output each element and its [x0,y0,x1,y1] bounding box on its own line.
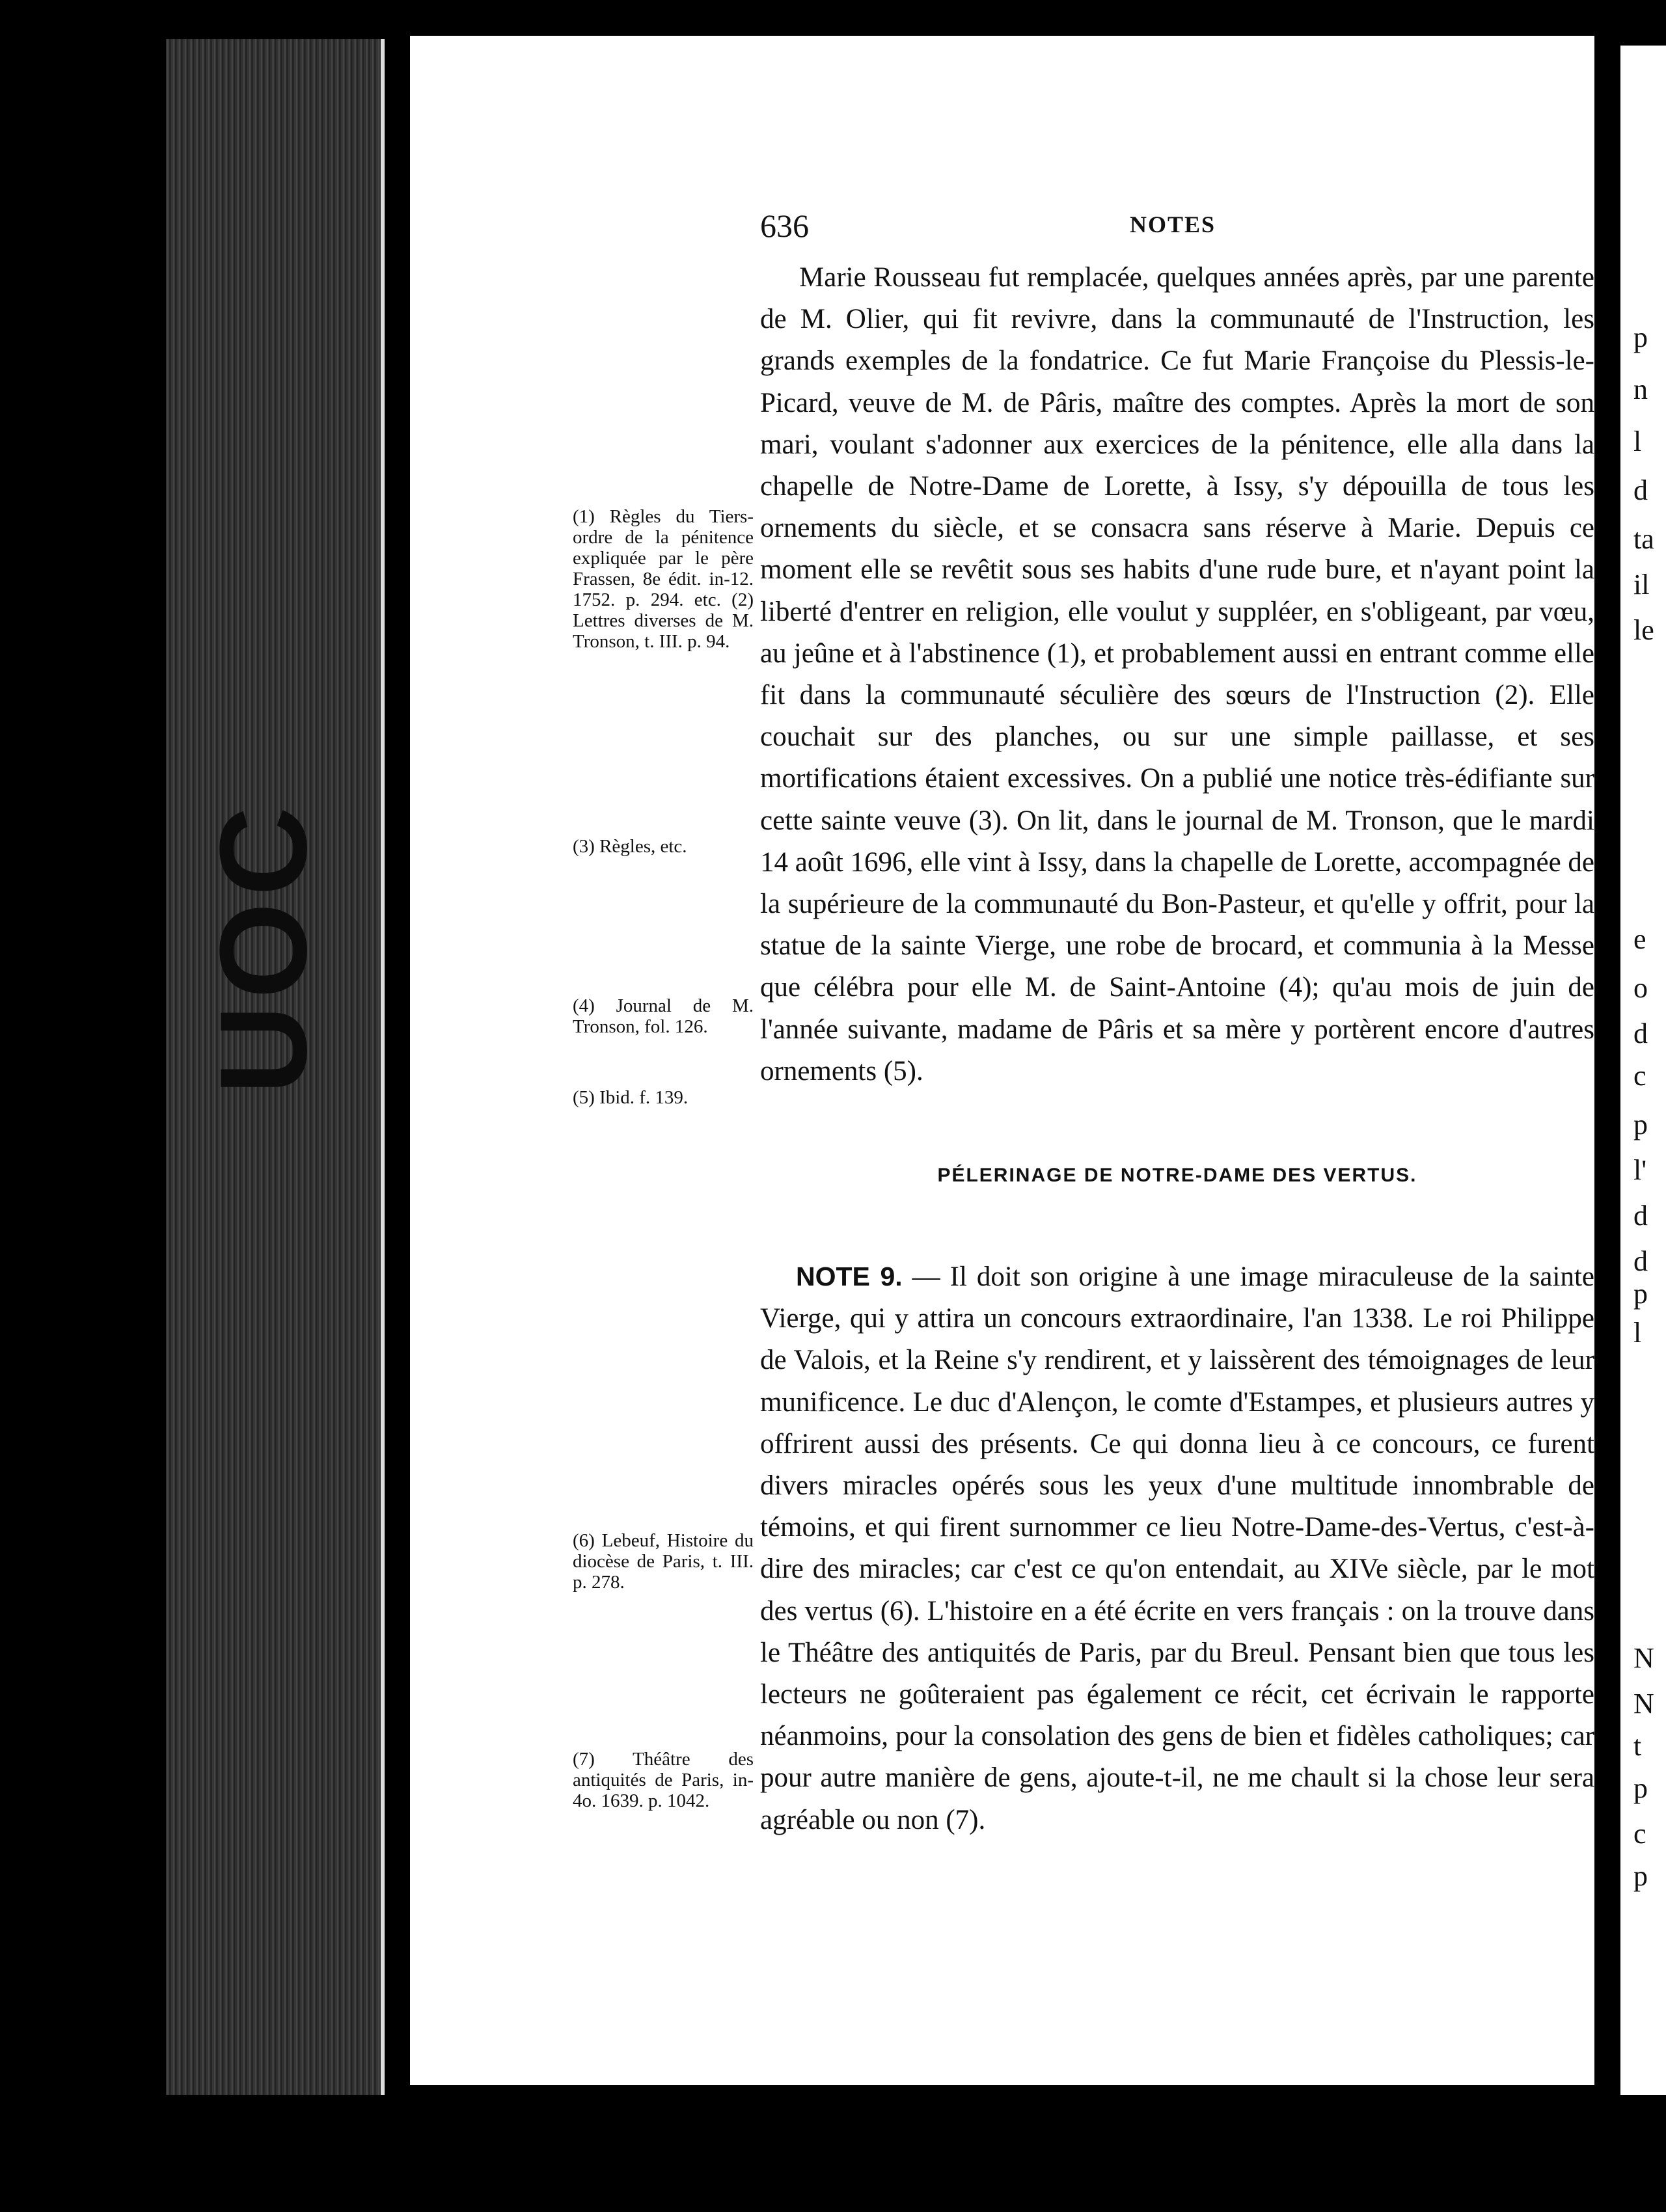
edge-letter: ta [1633,523,1654,555]
edge-letter: c [1633,1060,1646,1092]
margin-note-3: (3) Règles, etc. [573,836,687,857]
edge-letter: l' [1633,1154,1647,1186]
note-label: NOTE 9. [796,1261,903,1291]
edge-letter: p [1633,1278,1648,1310]
margin-note-7: (7) Théâtre des antiquités de Paris, in-4o. 1639. p. 1042. [573,1749,754,1811]
margin-note-5: (5) Ibid. f. 139. [573,1087,689,1108]
margin-note-4: (4) Journal de M. Tronson, fol. 126. [573,995,754,1037]
edge-letter: d [1633,1018,1648,1049]
edge-letter: il [1633,569,1650,600]
edge-letter: l [1633,425,1642,457]
edge-letter: le [1633,614,1654,646]
margin-note-1-2: (1) Règles du Tiers-ordre de la pénitence expliquée par le père Frassen, 8e édit. in-12. 1752. p. 294. etc. (2) Lettres diverses de M. Tronson, t. III. p. 94. [573,506,754,652]
paragraph-2-text: — Il doit son origine à une image miraculeuse de la sainte Vierge, qui y attira un concours extraordinaire, l'an 1338. Le roi Philippe de Valois, et la Reine s'y rendirent, et y laissèrent des témoignages de leur munificence. Le duc d'Alençon, le comte d'Estampes, et plusieurs autres y offrirent aussi des présents. Ce qui donna lieu à ce concours, ce furent divers miracles opérés sous les yeux d'une multitude innombrable de témoins, et qui firent surnommer ce lieu Notre-Dame-des-Vertus, c'est-à-dire des miracles; car c'est ce qu'on entendait, au XIVe siècle, par le mot des vertus (6). L'histoire en a été écrite en vers français : on la trouve dans le Théâtre des antiquités de Paris, par du Breul. Pensant bien que tous les lecteurs ne goûteraient pas également ce récit, cet écrivain le rapporte néanmoins, pour la consolation des gens de bien et fidèles catholiques; car pour autre manière de gens, ajoute-t-il, ne me chault si la chose leur sera agréable ou non (7). [760,1261,1594,1835]
edge-letter: p [1633,1772,1648,1804]
next-page-edge [1620,46,1666,2095]
edge-letter: d [1633,1200,1648,1232]
running-title: NOTES [1130,211,1216,237]
margin-note-6: (6) Lebeuf, Histoire du diocèse de Paris, t. III. p. 278. [573,1530,754,1593]
edge-letter: N [1633,1642,1654,1674]
edge-letter: o [1633,972,1648,1004]
edge-letter: d [1633,474,1648,506]
paragraph-2 [760,1256,1594,1841]
edge-letter: p [1633,1860,1648,1892]
spine-library-mark: UOC [195,800,333,1095]
main-text-block-2 [760,1256,1594,1841]
edge-letter: c [1633,1818,1646,1850]
edge-letter: n [1633,373,1648,405]
edge-letter: p [1633,1109,1648,1140]
edge-letter: e [1633,923,1646,955]
edge-letter: d [1633,1245,1648,1277]
edge-letter: l [1633,1317,1642,1349]
paragraph-1: Marie Rousseau fut remplacée, quelques années après, par une parente de M. Olier, qui fit revivre, dans la communauté de l'Instruction, les grands exemples de la fondatrice. Ce fut Marie Françoise du Plessis-le-Picard, veuve de M. de Pâris, maître des comptes. Après la mort de son mari, voulant s'adonner aux exercices de la pénitence, elle alla dans la chapelle de Notre-Dame de Lorette, à Issy, s'y dépouilla de tous les ornements du siècle, et se consacra sans réserve à Marie. Depuis ce moment elle se revêtit sous ses habits d'une rude bure, et n'ayant point la liberté d'entrer en religion, elle voulut y suppléer, en s'obligeant, par vœu, au jeûne et à l'abstinence (1), et probablement aussi en entrant comme elle fit dans la communauté séculière des sœurs de l'Instruction (2). Elle couchait sur des planches, ou sur une simple paillasse, et ses mortifications étaient excessives. On a publié une notice très-édifiante sur cette sainte veuve (3). On lit, dans le journal de M. Tronson, que le mardi 14 août 1696, elle vint à Issy, dans la chapelle de Lorette, accompagnée de la supérieure de la communauté du Bon-Pasteur, et qu'elle y offrit, pour la statue de la sainte Vierge, une robe de brocard, et communia à la Messe que célébra pour elle M. de Saint-Antoine (4); qu'au mois de juin de l'année suivante, madame de Pâris et sa mère y portèrent encore d'autres ornements (5). [760,262,1594,1086]
edge-letter: N [1633,1688,1654,1720]
page-number: 636 [760,208,809,244]
edge-letter: p [1633,321,1648,353]
main-text-block-1 [760,257,1594,1092]
running-head [760,207,1593,246]
edge-letter: t [1633,1730,1642,1762]
section-heading: PÉLERINAGE DE NOTRE-DAME DES VERTUS. [937,1165,1417,1186]
